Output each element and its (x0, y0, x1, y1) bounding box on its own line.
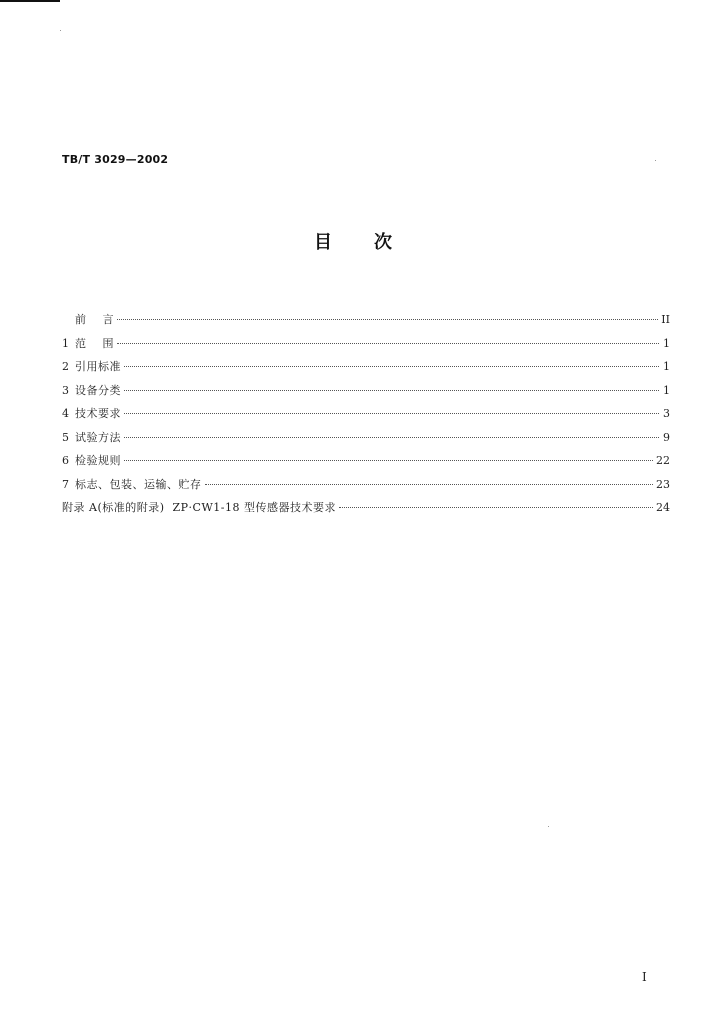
toc-dot-leader (339, 507, 653, 508)
toc-entry-page: 9 (663, 430, 670, 444)
toc-title-char-1: 目 (314, 232, 332, 253)
toc-entry-page: 22 (656, 454, 670, 467)
top-rule (0, 0, 60, 2)
toc-entry[interactable] (62, 335, 670, 359)
toc-entry-number: 5 (62, 430, 69, 444)
toc-entry[interactable] (62, 429, 670, 453)
toc-entry[interactable] (62, 311, 670, 335)
toc-entry-label: 范 围 (75, 336, 114, 350)
toc-entry-label: 附录 A(标准的附录) ZP·CW1-18 型传感器技术要求 (62, 501, 336, 514)
toc-dot-leader (124, 366, 659, 367)
toc-entry-page: 1 (663, 383, 670, 397)
toc-entry[interactable] (62, 499, 670, 523)
toc-title-char-2: 次 (374, 232, 392, 253)
toc-dot-leader (124, 390, 659, 391)
toc-entry-label: 引用标准 (75, 360, 121, 373)
toc-entry-page: II (661, 313, 670, 326)
toc-title (0, 228, 706, 254)
toc-entry-number: 4 (62, 407, 69, 420)
toc-dot-leader (205, 484, 654, 485)
toc-entry-label: 标志、包装、运输、贮存 (75, 477, 202, 491)
toc-entry[interactable] (62, 382, 670, 406)
standard-number: TB/T 3029—2002 (62, 153, 169, 166)
scan-speck (60, 30, 61, 31)
toc-dot-leader (124, 437, 659, 438)
toc-dot-leader (124, 460, 653, 461)
toc-entry-number: 1 (62, 336, 69, 350)
toc-entry-page: 1 (663, 360, 670, 373)
toc-entry-label: 前 言 (75, 313, 114, 326)
toc-entry-label: 技术要求 (75, 407, 121, 420)
toc-entry-page: 24 (656, 501, 670, 514)
toc-entry-number: 7 (62, 477, 69, 491)
toc-entry-label: 检验规则 (75, 454, 121, 467)
toc-entry-page: 23 (656, 477, 670, 491)
toc-dot-leader (117, 319, 658, 320)
toc-entry-page: 3 (663, 407, 670, 420)
scan-speck (548, 826, 549, 827)
toc-entry-number: 6 (62, 454, 69, 467)
scan-speck (655, 160, 656, 161)
toc-entry[interactable] (62, 452, 670, 476)
toc-entry-label: 试验方法 (75, 430, 121, 444)
toc-entry-number: 2 (62, 360, 69, 373)
page-number: I (642, 970, 647, 984)
toc-entry[interactable] (62, 405, 670, 429)
toc-entry-label: 设备分类 (75, 383, 121, 397)
toc-list (62, 311, 670, 523)
toc-dot-leader (117, 343, 659, 344)
toc-entry-number: 3 (62, 383, 69, 397)
toc-entry[interactable] (62, 358, 670, 382)
toc-dot-leader (124, 413, 659, 414)
toc-entry[interactable] (62, 476, 670, 500)
toc-entry-page: 1 (663, 336, 670, 350)
